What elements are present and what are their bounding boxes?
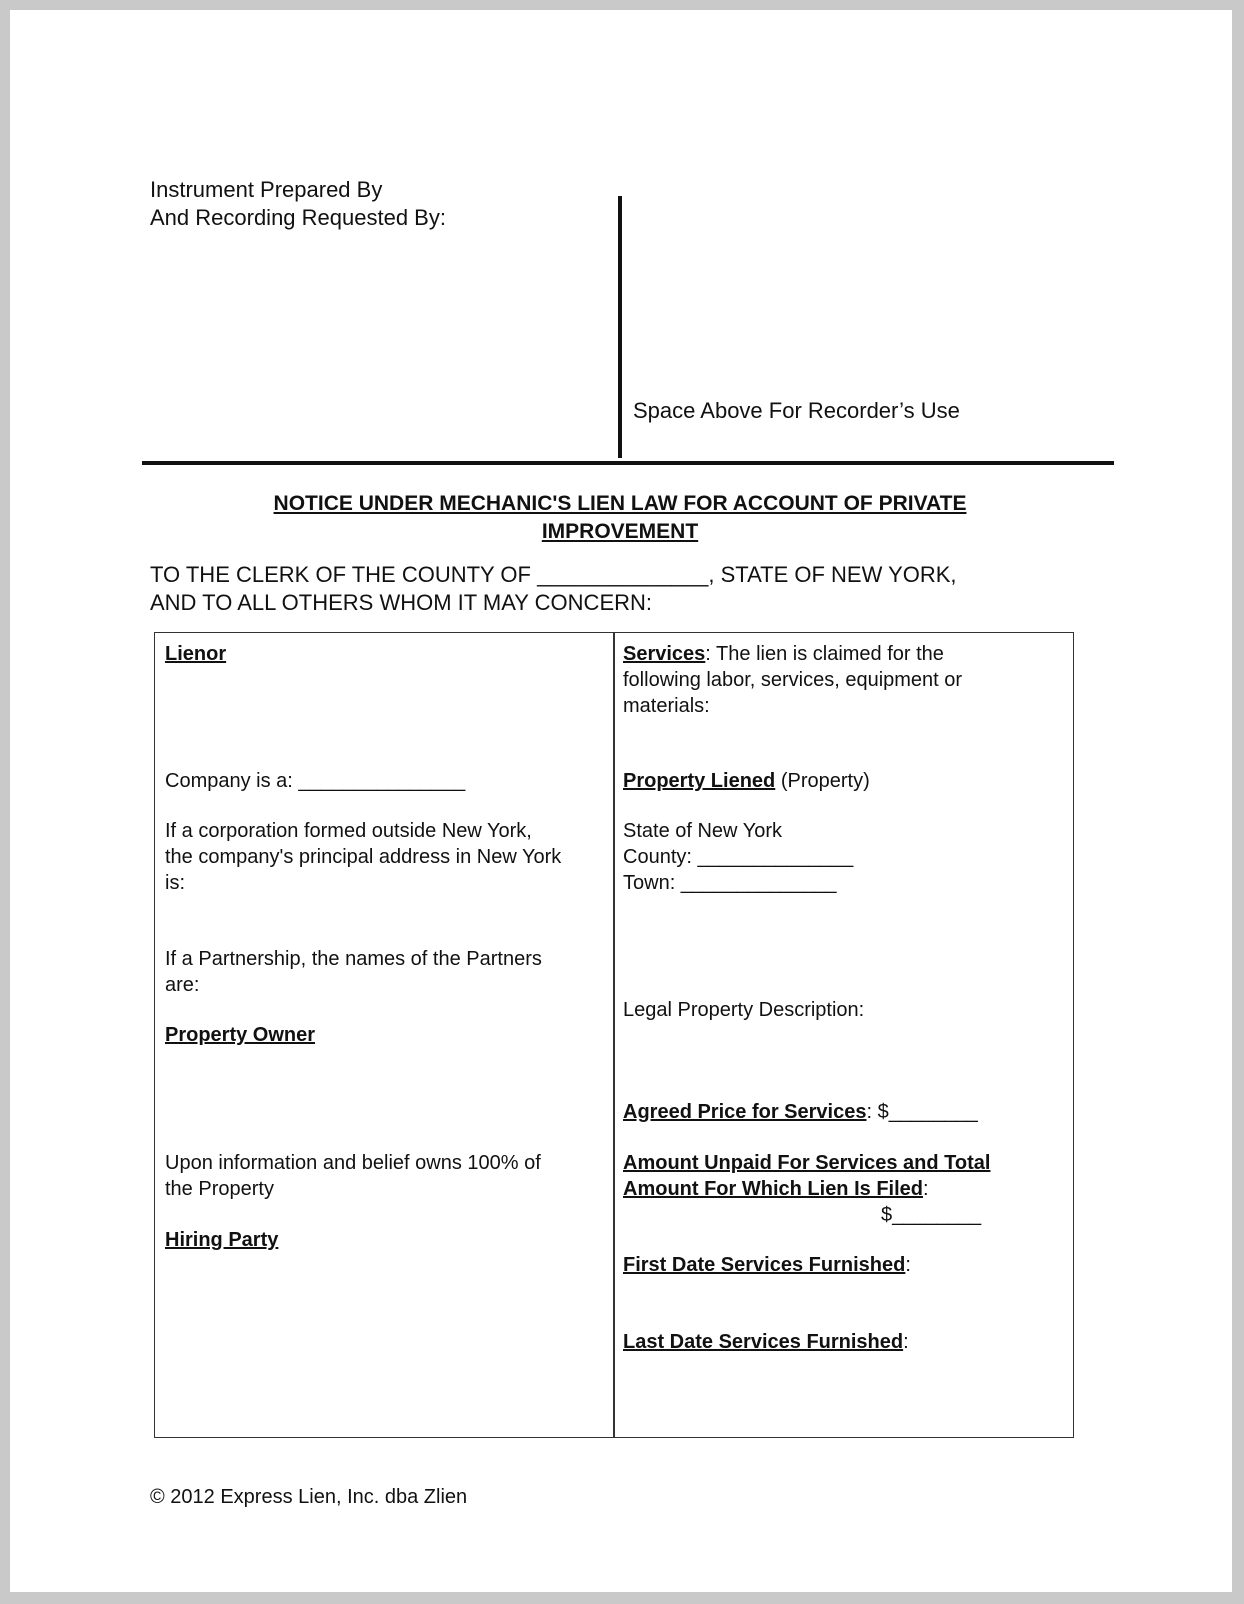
last-date-line [623,1329,909,1355]
services-block [623,641,1063,719]
first-date-heading: First Date Services Furnished [623,1254,906,1276]
amount-unpaid-line2-row [623,1176,1063,1202]
document-page [10,10,1232,1592]
amount-unpaid-heading-line2: Amount For Which Lien Is Filed [623,1178,923,1200]
services-line1-row [623,641,1063,667]
last-date-colon: : [903,1331,909,1353]
last-date-heading: Last Date Services Furnished [623,1331,904,1353]
title-line1: NOTICE UNDER MECHANIC'S LIEN LAW FOR ACCOUNT OF PRIVATE [273,492,967,515]
services-line1: : The lien is claimed for the [705,643,944,665]
amount-unpaid-block [623,1150,1063,1228]
first-date-colon: : [905,1254,911,1276]
property-owner-heading: Property Owner [165,1024,316,1046]
services-line3: materials: [623,695,710,717]
document-title [160,490,1080,546]
prepared-by-label [150,176,446,232]
prepared-by-line2: And Recording Requested By: [150,205,446,230]
prepared-by-line1: Instrument Prepared By [150,177,383,202]
recorder-space-label: Space Above For Recorder’s Use [633,398,960,423]
partnership-line2: are: [165,974,200,996]
addressee-line1: TO THE CLERK OF THE COUNTY OF ______________, STATE OF NEW YORK, [150,562,957,587]
county-line: County: ______________ [623,846,854,868]
agreed-price-value: : $________ [866,1101,978,1123]
copyright-footer: © 2012 Express Lien, Inc. dba Zlien [150,1486,468,1508]
company-type-line: Company is a: _______________ [165,770,466,792]
corporation-address-text [165,818,561,896]
property-location-block [623,818,853,896]
table-column-divider [613,633,615,1437]
belief-line1: Upon information and belief owns 100% of [165,1152,541,1174]
agreed-price-heading: Agreed Price for Services [623,1101,867,1123]
title-line2: IMPROVEMENT [541,520,699,543]
addressee-line2: AND TO ALL OTHERS WHOM IT MAY CONCERN: [150,590,653,615]
first-date-line [623,1252,911,1278]
property-liened-heading: Property Liened [623,770,776,792]
hiring-party-heading: Hiring Party [165,1229,279,1251]
partnership-text [165,946,542,998]
property-liened-line [623,768,870,794]
town-line: Town: ______________ [623,872,837,894]
ownership-belief-text [165,1150,541,1202]
lien-details-table [154,632,1074,1438]
agreed-price-line [623,1099,978,1125]
amount-unpaid-value: $________ [881,1204,982,1226]
amount-unpaid-colon: : [923,1178,929,1200]
partnership-line1: If a Partnership, the names of the Partners [165,948,542,970]
addressee-block [150,561,957,617]
property-liened-suffix: (Property) [775,770,870,792]
services-heading: Services [623,643,706,665]
amount-unpaid-heading-line1: Amount Unpaid For Services and Total [623,1152,991,1174]
lienor-heading: Lienor [165,643,227,665]
corporation-line1: If a corporation formed outside New York, [165,820,532,842]
legal-description-label: Legal Property Description: [623,999,865,1021]
belief-line2: the Property [165,1178,274,1200]
corporation-line3: is: [165,872,185,894]
recorder-divider-horizontal [142,461,1114,465]
recorder-divider-vertical [618,196,622,458]
state-line: State of New York [623,820,782,842]
corporation-line2: the company's principal address in New York [165,846,562,868]
services-line2: following labor, services, equipment or [623,669,963,691]
